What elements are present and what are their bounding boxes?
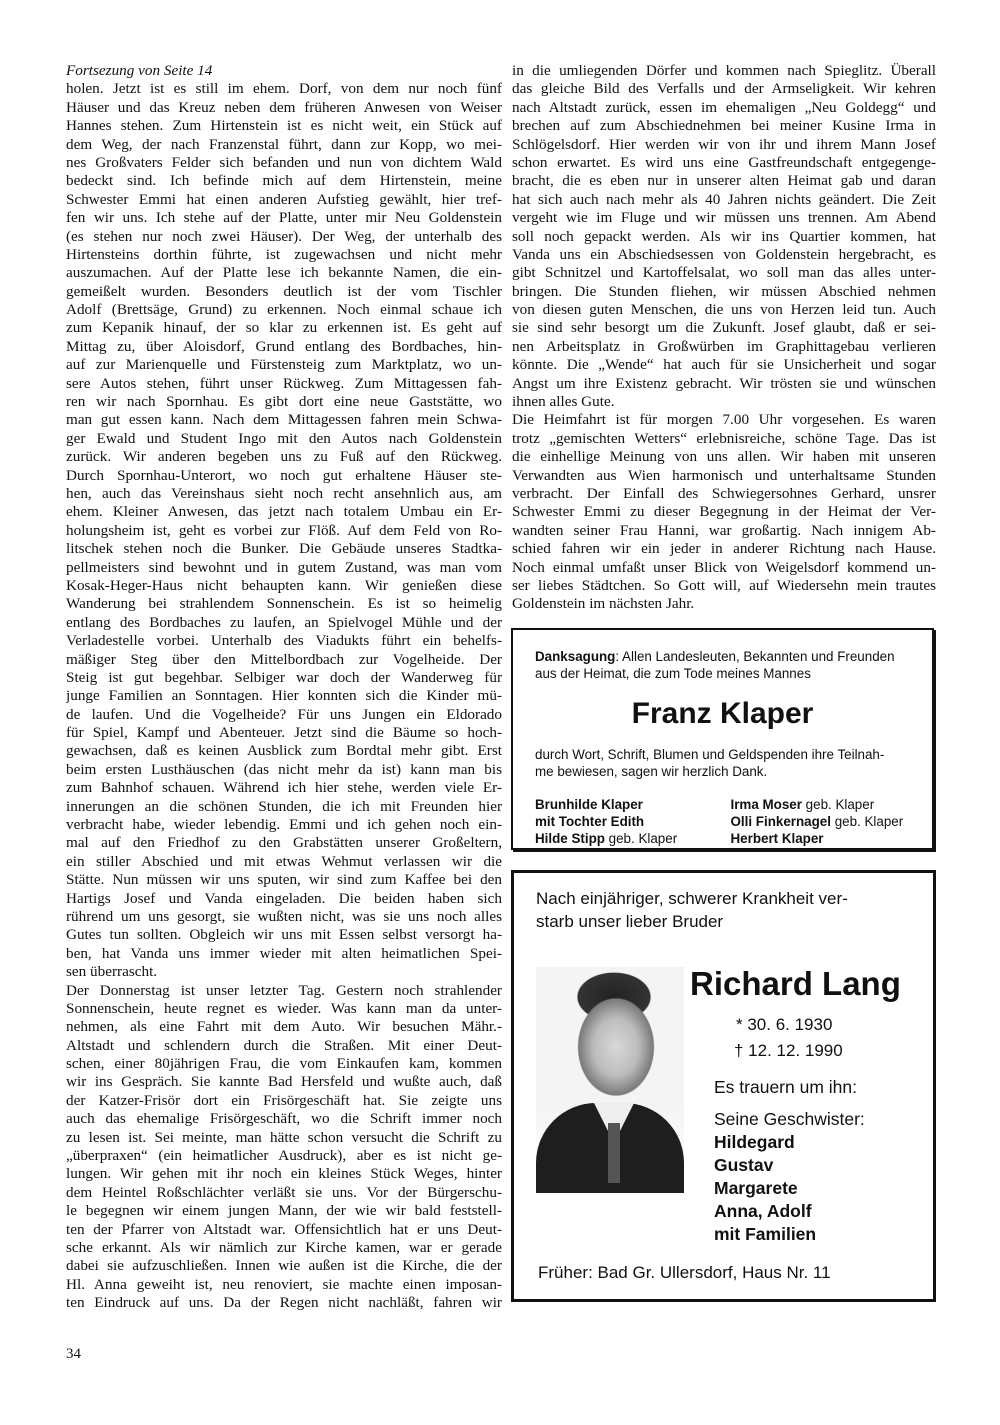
text-line: wir ins Gespräch. Sie kannte Bad Hersfeld und wußte auch, daß: [66, 1073, 502, 1091]
text-line: fen wir uns. Ich stehe auf der Platte, unter mir Neu Goldenstein: [66, 209, 502, 227]
text-line: Steig ist gut begehbar. Selbiger war doch der Wanderweg für: [66, 668, 502, 686]
text-line: hen, auch das Vereinshaus sieht noch recht ansehnlich aus, am: [66, 484, 502, 502]
text-line: zurück. Wir anderen begeben uns zu Fuß auf den Rückweg.: [66, 448, 502, 466]
obituary-intro-line2: starb unser lieber Bruder: [536, 912, 724, 931]
text-line: holen. Jetzt ist es still im ehem. Dorf, von dem nur noch fünf: [66, 80, 502, 98]
text-line: gemeißelt wurden. Besonders deutlich ist der vom Tischler: [66, 282, 502, 300]
text-line: Verladestelle vorbei. Unterhalb des Viadukts führt ein behelfs-: [66, 632, 502, 650]
text-line: auf zur Marienquelle und Fürstensteig zum Marktplatz, wo un-: [66, 356, 502, 374]
obituary-intro-line1: Nach einjähriger, schwerer Krankheit ver-: [536, 889, 848, 908]
text-line: nes Großvaters Felder sich befanden und nun von dichtem Wald: [66, 153, 502, 171]
text-line: Gutes tun sollten. Obgleich wir uns mit Essen selbst versorgt ha-: [66, 926, 502, 944]
text-line: Vanda uns ein Abschiedsessen von Goldenstein hergebracht, es: [512, 245, 936, 263]
page-number: 34: [66, 1346, 81, 1362]
signer-name: Brunhilde Klaper: [535, 797, 643, 812]
signer: [535, 813, 731, 830]
text-line: rührend um uns gesorgt, sie wußten nicht, was sie uns noch alles: [66, 907, 502, 925]
text-line: schied fahren wir ein jeder in anderer Richtung nach Hause.: [512, 540, 936, 558]
text-line: innerungen an die schönen Stunden, die ich mit Freunden hier: [66, 797, 502, 815]
obituary-name: Richard Lang: [690, 965, 901, 1002]
text-line: für Spiel, Kampf und Abenteuer. Jetzt sind die Bäume so hoch-: [66, 724, 502, 742]
signer-suffix: geb. Klaper: [604, 831, 678, 846]
text-line: mäßiger Steg über den Mittelbordbach zur Vogelheide. Der: [66, 650, 502, 668]
text-line: Angst um ihre Existenz gebracht. Wir trösten sie und wünschen: [512, 374, 936, 392]
thanks-notice: [511, 628, 934, 850]
signer-name: mit Tochter Edith: [535, 814, 645, 829]
signers: [535, 796, 926, 847]
text-line: dem Weg, der nach Franzenstal führt, dann zur Kopp, wo mei-: [66, 135, 502, 153]
signers-right: [731, 796, 927, 847]
text-line: Verwandten aus Wien harmonisch und unterhaltsame Stunden: [512, 466, 936, 484]
text-line: Noch einmal umfaßt unser Blick von Weigelsdorf kommend un-: [512, 558, 936, 576]
text-line: in die umliegenden Dörfer und kommen nach Spieglitz. Überall: [512, 62, 936, 79]
text-line: Schwester Emmi zu dieser Begegnung in der Heimat der Ver-: [512, 503, 936, 521]
mourner: mit Familien: [714, 1224, 817, 1244]
text-line: sere Autos stehen, führt unser Rückweg. Zum Mittagessen fah-: [66, 374, 502, 392]
signer: [535, 830, 731, 847]
text-line: de laufen. Und die Vogelheide? Für uns Jungen ein Eldorado: [66, 705, 502, 723]
article-left-column: [66, 62, 502, 1313]
text-line: bracht, die es eben nur in unserer alten Heimat gab und daran: [512, 172, 936, 190]
text-line: Wanderung bei strahlendem Sonnenschein. Es ist so heimelig: [66, 595, 502, 613]
signer-suffix: geb. Klaper: [801, 797, 875, 812]
text-line: ein stiller Abschied und mit etwas Wehmut verlassen wir die: [66, 852, 502, 870]
text-line: Häuser und das Kreuz neben dem früheren Anwesen von Weiser: [66, 98, 502, 116]
text-line: Hirtensteins dorthin führte, ist zugewachsen und nicht mehr: [66, 245, 502, 263]
thanks-intro: [535, 648, 895, 682]
text-line: dabei sie aufzuschließen. Innen wie außen ist die Kirche, die der: [66, 1257, 502, 1275]
signer: [731, 830, 927, 847]
mourners: [714, 1076, 865, 1246]
portrait-photo: [536, 967, 684, 1193]
text-line: lungen. Wir gehen mit ihr noch ein kleines Stück Weges, hinter: [66, 1165, 502, 1183]
text-line: gibt Schnitzel und Kartoffelsalat, wo soll man das alles unter-: [512, 264, 936, 282]
former-address: Früher: Bad Gr. Ullersdorf, Haus Nr. 11: [538, 1263, 831, 1282]
text-line: ger Ewald und Student Ingo mit den Autos nach Goldenstein: [66, 429, 502, 447]
text-line: Hartigs Josef und Vanda eingeladen. Die beiden haben sich: [66, 889, 502, 907]
signer-name: Hilde Stipp: [535, 831, 605, 846]
birth-date: * 30. 6. 1930: [736, 1015, 833, 1034]
text-line: Der Donnerstag ist unser letzter Tag. Gestern noch strahlender: [66, 981, 502, 999]
text-line: Adolf (Brettsäge, Grund) zu erkennen. Noch einmal schaue ich: [66, 301, 502, 319]
text-line: bringen. Die Stunden fliehen, wir müssen Abschied nehmen: [512, 282, 936, 300]
text-line: zu lesen ist. Sei meinte, man hätte schon versucht die Schrift zu: [66, 1128, 502, 1146]
text-line: dem Heintel Roßschlächter verläßt sie uns. Vor der Bürgerschu-: [66, 1183, 502, 1201]
text-line: Schlögelsdorf. Hier werden wir von ihr und ihrem Mann Josef: [512, 135, 936, 153]
text-line: schon erwartet. Es wird uns eine Gastfreundschaft entgegenge-: [512, 153, 936, 171]
text-line: der Katzer-Frisör dort ein Frisörgeschäft hat. Sie zeigte uns: [66, 1091, 502, 1109]
text-line: wandten seiner Frau Hanni, war großartig. Nach innigem Ab-: [512, 521, 936, 539]
text-line: ser liebes Städtchen. So Gott will, auf Wiedersehn mein trautes: [512, 576, 936, 594]
text-line: auch das ehemalige Frisörgeschäft, wo die Schrift immer noch: [66, 1110, 502, 1128]
text-line: verbracht habe, wieder lebendig. Emmi und ich gehen noch ein-: [66, 816, 502, 834]
text-line: ren wir nach Spornhau. Es gibt dort eine neue Gaststätte, wo: [66, 393, 502, 411]
text-line: brechen auf zum Abschiednehmen bei meiner Kusine Irma in: [512, 117, 936, 135]
mourner: Gustav: [714, 1155, 774, 1175]
text-line: mal auf den Friedhof zu den Grabstätten unserer Großeltern,: [66, 834, 502, 852]
text-line: Kosak-Heger-Haus nicht behaupten kann. Wir genießen diese: [66, 576, 502, 594]
text-line: Stätte. Nun müssen wir uns sputen, wir sind zum Kaffee bei den: [66, 871, 502, 889]
signer-name: Irma Moser: [730, 797, 802, 812]
text-line: ten der Pfarrer von Altstadt war. Offensichtlich hat er uns Deut-: [66, 1220, 502, 1238]
text-line: (es stehen nur noch zwei Häuser). Der Weg, der unterhalb des: [66, 227, 502, 245]
text-line: Hannes stehen. Zum Hirtenstein ist es nicht weit, ein Stück auf: [66, 117, 502, 135]
text-line: man gut essen kann. Nach dem Mittagessen fahren mein Schwa-: [66, 411, 502, 429]
article-right-column: [512, 62, 936, 614]
text-line: Mittag zu, über Aloisdorf, Grund entlang des Bordbaches, hin-: [66, 337, 502, 355]
text-line: könnte. Die „Wende“ hat auch für sie Unsicherheit und sogar: [512, 356, 936, 374]
thanks-body-line2: me bewiesen, sagen wir herzlich Dank.: [535, 764, 768, 779]
death-date: † 12. 12. 1990: [734, 1041, 843, 1060]
thanks-body-line1: durch Wort, Schrift, Blumen und Geldspenden ihre Teilnah-: [535, 747, 885, 762]
text-line: ehem. Kleiner Anwesen, das jetzt nach totalem Umbau ein Er-: [66, 503, 502, 521]
thanks-intro-text: : Allen Landesleuten, Bekannten und Freunden: [615, 649, 895, 664]
text-line: Hl. Anna geweiht ist, neu renoviert, sie machte einen imposan-: [66, 1275, 502, 1293]
text-line: Durch Spornhau-Unterort, wo noch gut erhaltene Häuser ste-: [66, 466, 502, 484]
mourner: Anna, Adolf: [714, 1201, 812, 1221]
text-line: nen Arbeitsplatz in Großwürben im Graphittagebau verlieren: [512, 337, 936, 355]
text-line: holungsheim ist, geht es vorbei zur Flöß. Auf dem Feld von Ro-: [66, 521, 502, 539]
text-line: „überpraxen“ (ein heimatlicher Ausdruck), aber es ist nicht ge-: [66, 1147, 502, 1165]
text-line: Die Heimfahrt ist für morgen 7.00 Uhr vorgesehen. Es waren: [512, 411, 936, 429]
text-line: ten Eindruck auf uns. Da der Regen nicht nachläßt, fahren wir: [66, 1294, 502, 1312]
signer-name: Olli Finkernagel: [730, 814, 831, 829]
obituary-intro: [536, 887, 848, 933]
text-line: schen, einer 80jährigen Frau, die vom Einkaufen kam, kommen: [66, 1055, 502, 1073]
thanks-body: [535, 746, 884, 780]
text-line: trotz „gemischten Wetters“ erlebnisreiche, schöne Tage. Das ist: [512, 429, 936, 447]
obituary-notice: [511, 870, 936, 1302]
text-line: hat sich auch nach mehr als 40 Jahren nichts geändert. Die Zeit: [512, 190, 936, 208]
text-line: vergeht wie im Fluge und wir müssen uns trennen. Am Abend: [512, 209, 936, 227]
text-line: Schwester Emmi hat einen anderen Aufstieg gewählt, hier tref-: [66, 190, 502, 208]
text-line: zum Bahnhof schauen. Während ich hier stehe, werden viele Er-: [66, 779, 502, 797]
text-line: zum Kepanik hinauf, der so klar zu erkennen ist. Es geht auf: [66, 319, 502, 337]
text-line: gewachsen, daß es keinen Ausblick zum Bordtal mehr gibt. Erst: [66, 742, 502, 760]
text-line: pellmeisters sind bewohnt und in gutem Zustand, was man vom: [66, 558, 502, 576]
text-line: verbracht. Der Einfall des Schwiegersohnes Gerhard, unsrer: [512, 484, 936, 502]
mourner: Margarete: [714, 1178, 798, 1198]
signer: [535, 796, 731, 813]
text-line: von diesen guten Menschen, die uns von Herzen leid tun. Auch: [512, 301, 936, 319]
mourner: Hildegard: [714, 1132, 795, 1152]
text-line: nach Altstadt zurück, essen im ehemaligen „Neu Goldegg“ und: [512, 98, 936, 116]
text-line: Altstadt und schlendern durch die Straßen. Mit einer Deut-: [66, 1036, 502, 1054]
text-line: sie sind sehr besorgt um die Zukunft. Josef glaubt, daß er sei-: [512, 319, 936, 337]
text-line: ben, hat Vanda uns immer wieder mit alten heimatlichen Spei-: [66, 944, 502, 962]
deceased-name: Franz Klaper: [631, 697, 814, 730]
text-line: nehmen, als eine Fahrt mit dem Auto. Wir besuchen Mähr.-: [66, 1018, 502, 1036]
text-line: auszumachen. Auf der Platte lese ich bekannte Namen, die ein-: [66, 264, 502, 282]
signer: [731, 796, 927, 813]
text-line: soll noch gepackt werden. Als wir ins Quartier kommen, hat: [512, 227, 936, 245]
text-line: entlang des Bordbaches zu laufen, an Spielvogel Mühle und der: [66, 613, 502, 631]
text-line: le begegnen wir einem jungen Mann, der wie wir bald feststell-: [66, 1202, 502, 1220]
continuation-note: Fortsezung von Seite 14: [66, 62, 213, 79]
signer-name: Herbert Klaper: [730, 831, 824, 846]
text-line: junge Familien an Sonntagen. Hier konnten sich die Kinder mü-: [66, 687, 502, 705]
text-line: sen überrascht.: [66, 963, 158, 981]
text-line: bedeckt sind. Ich befinde mich auf dem Hirtenstein, meine: [66, 172, 502, 190]
text-line: Goldenstein im nächsten Jahr.: [512, 595, 695, 613]
text-line: sche erkannt. Als wir nämlich zur Kirche kamen, war er gerade: [66, 1239, 502, 1256]
signers-left: [535, 796, 731, 847]
text-line: Sonnenschein, heute regnet es wieder. Was kann man da unter-: [66, 999, 502, 1017]
text-line: ihnen alles Gute.: [512, 393, 615, 411]
text-line: die einhellige Meinung von uns allen. Wir haben mit unseren: [512, 448, 936, 466]
mourn-title: Es trauern um ihn:: [714, 1077, 857, 1097]
thanks-label: Danksagung: [535, 649, 616, 664]
signer: [731, 813, 927, 830]
text-line: litschek stehen noch die Bunker. Die Gebäude unseres Stadtka-: [66, 540, 502, 558]
mourn-subtitle: Seine Geschwister:: [714, 1109, 865, 1129]
signer-suffix: geb. Klaper: [830, 814, 904, 829]
thanks-intro-line2: aus der Heimat, die zum Tode meines Mannes: [535, 666, 811, 681]
text-line: beim ersten Lusthäuschen (das nicht mehr da ist) kann man bis: [66, 760, 502, 778]
text-line: das gleiche Bild des Verfalls und der Armseligkeit. Wir kehren: [512, 80, 936, 98]
